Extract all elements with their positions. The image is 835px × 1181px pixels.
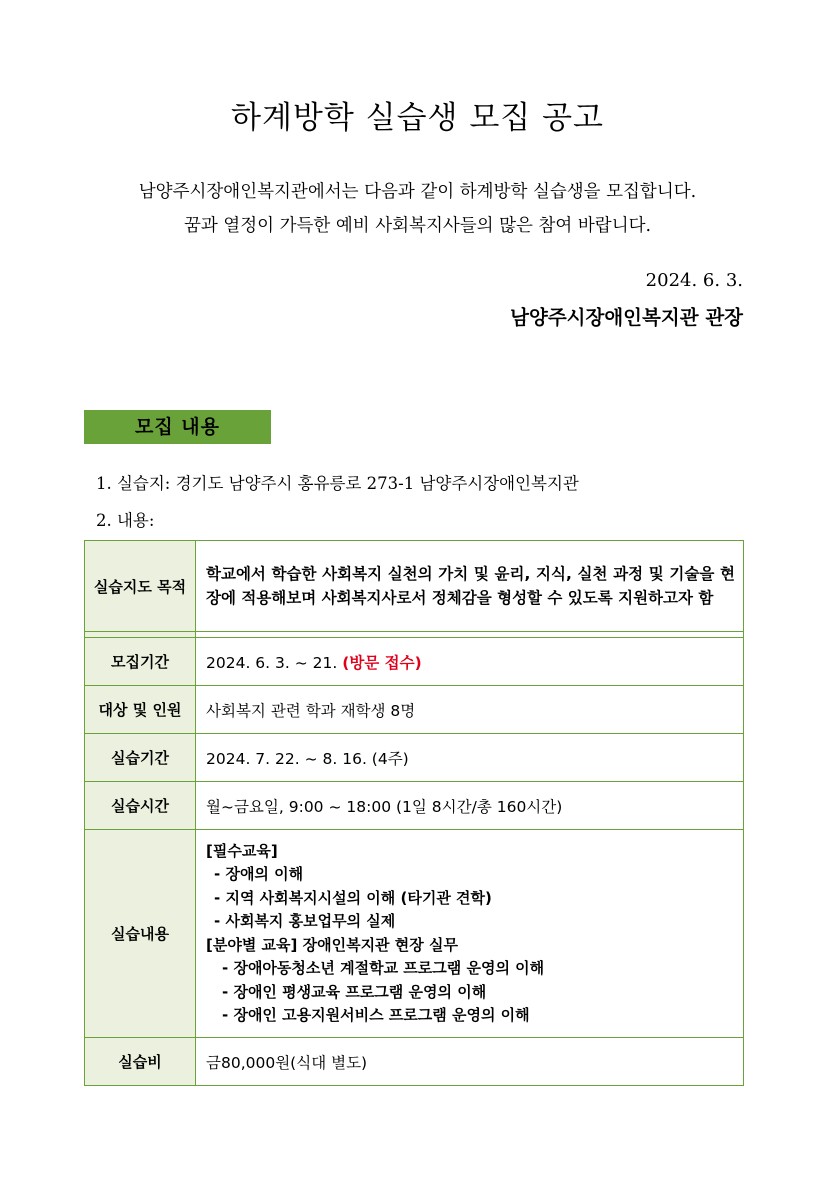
table-row-practice-period xyxy=(85,734,744,782)
practice-time-value: 월~금요일, 9:00 ~ 18:00 (1일 8시간/총 160시간) xyxy=(196,782,744,830)
content-line: [필수교육] xyxy=(206,841,278,860)
section-label-recruitment: 모집 내용 xyxy=(84,410,271,444)
table-row-recruit-period xyxy=(85,638,744,686)
content-heading: 2. 내용: xyxy=(96,511,155,530)
content-line: - 지역 사회복지시설의 이해 (타기관 견학) xyxy=(214,888,492,907)
table-row-practice-time xyxy=(85,782,744,830)
content-line: - 장애인 고용지원서비스 프로그램 운영의 이해 xyxy=(222,1006,530,1024)
purpose-value: 학교에서 학습한 사회복지 실천의 가치 및 윤리, 지식, 실천 과정 및 기술을 현장에 적용해보며 사회복지사로서 정체감을 형성할 수 있도록 지원하고자 함 xyxy=(196,541,744,632)
notice-date: 2024. 6. 3. xyxy=(645,270,743,291)
recruit-period-dates: 2024. 6. 3. ~ 21. xyxy=(206,653,338,672)
table-row-fee xyxy=(85,1038,744,1086)
target-label: 대상 및 인원 xyxy=(85,686,196,734)
signature: 남양주시장애인복지관 관장 xyxy=(510,306,743,329)
target-value: 사회복지 관련 학과 재학생 8명 xyxy=(196,686,744,734)
practice-content-list xyxy=(196,830,744,1038)
page-title: 하계방학 실습생 모집 공고 xyxy=(231,100,604,136)
practice-period-value: 2024. 7. 22. ~ 8. 16. (4주) xyxy=(196,734,744,782)
practice-content-label: 실습내용 xyxy=(85,830,196,1038)
content-line: - 사회복지 홍보업무의 실제 xyxy=(214,912,396,930)
content-line: - 장애의 이해 xyxy=(214,865,304,883)
recruit-method-note: (방문 접수) xyxy=(342,653,422,672)
purpose-label: 실습지도 목적 xyxy=(85,541,196,632)
intro-line-2: 꿈과 열정이 가득한 예비 사회복지사들의 많은 참여 바랍니다. xyxy=(183,216,652,236)
location-item: 1. 실습지: 경기도 남양주시 홍유릉로 273-1 남양주시장애인복지관 xyxy=(96,474,579,493)
table-row-purpose xyxy=(85,541,744,632)
practice-period-label: 실습기간 xyxy=(85,734,196,782)
table-row-practice-content xyxy=(85,830,744,1038)
table-row-target xyxy=(85,686,744,734)
intro-paragraph xyxy=(0,175,835,243)
fee-value: 금80,000원(식대 별도) xyxy=(196,1038,744,1086)
recruitment-table xyxy=(84,540,744,1086)
intro-line-1: 남양주시장애인복지관에서는 다음과 같이 하계방학 실습생을 모집합니다. xyxy=(138,182,697,202)
content-line: [분야별 교육] 장애인복지관 현장 실무 xyxy=(206,935,458,954)
content-line: - 장애아동청소년 계절학교 프로그램 운영의 이해 xyxy=(222,959,545,977)
content-line: - 장애인 평생교육 프로그램 운영의 이해 xyxy=(222,982,487,1001)
practice-time-label: 실습시간 xyxy=(85,782,196,830)
recruit-period-label: 모집기간 xyxy=(85,638,196,686)
fee-label: 실습비 xyxy=(85,1038,196,1086)
recruit-period-value xyxy=(196,638,744,686)
